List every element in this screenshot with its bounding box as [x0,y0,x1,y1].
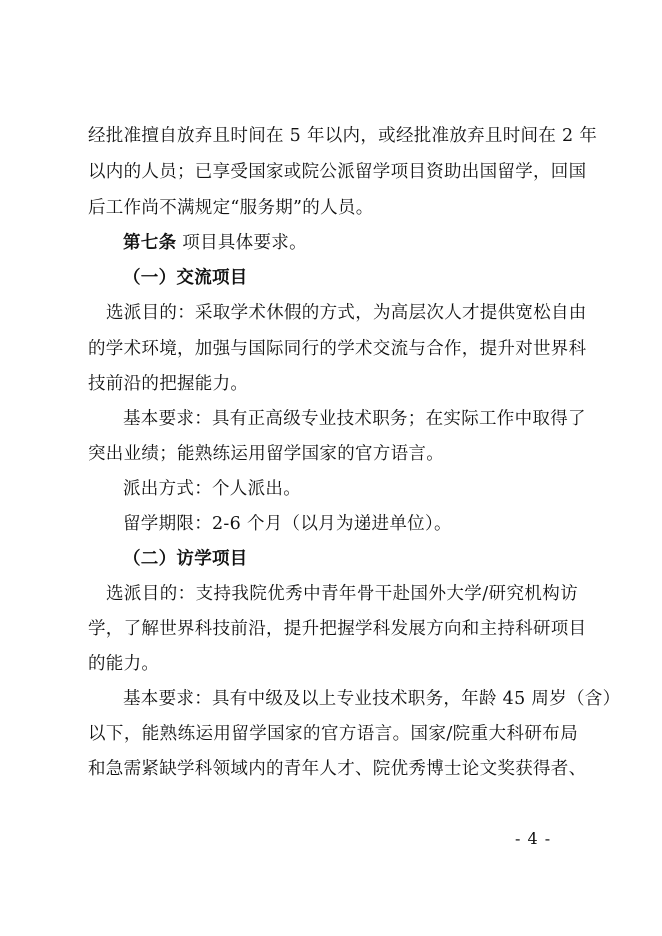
paragraph-line: 基本要求：具有正高级专业技术职务；在实际工作中取得了 [123,409,586,429]
page-number: - 4 - [515,829,552,848]
paragraph-line: 后工作尚不满规定“服务期”的人员。 [88,198,374,218]
paragraph-line: 以内的人员；已享受国家或院公派留学项目资助出国留学，回国 [88,162,587,182]
article-heading [123,231,613,255]
paragraph-line: 的能力。 [88,654,160,674]
paragraph-line: 学，了解世界科技前沿，提升把握学科发展方向和主持科研项目 [88,619,587,639]
paragraph-line: 突出业绩；能熟练运用留学国家的官方语言。 [88,444,444,464]
section-heading-exchange: （一）交流项目 [123,268,248,288]
paragraph-line: 基本要求：具有中级及以上专业技术职务，年龄 45 周岁（含） [123,689,621,709]
paragraph-line: 选派目的：采取学术休假的方式，为高层次人才提供宽松自由 [106,303,587,323]
paragraph-line: 的学术环境，加强与国际同行的学术交流与合作，提升对世界科 [88,339,587,359]
paragraph-line: 和急需紧缺学科领域内的青年人才、院优秀博士论文奖获得者、 [88,759,587,779]
paragraph-line: 以下，能熟练运用留学国家的官方语言。国家/院重大科研布局 [88,724,578,744]
article-title: 项目具体要求。 [182,233,307,253]
paragraph-line: 派出方式：个人派出。 [123,479,301,499]
paragraph-line: 选派目的：支持我院优秀中青年骨干赴国外大学/研究机构访 [106,584,578,604]
section-heading-visiting: （二）访学项目 [123,549,248,569]
paragraph-line: 留学期限：2-6 个月（以月为递进单位）。 [123,514,452,534]
article-label: 第七条 [123,233,177,253]
paragraph-line: 技前沿的把握能力。 [88,374,249,394]
paragraph-line: 经批准擅自放弃且时间在 5 年以内，或经批准放弃且时间在 2 年 [88,126,598,146]
